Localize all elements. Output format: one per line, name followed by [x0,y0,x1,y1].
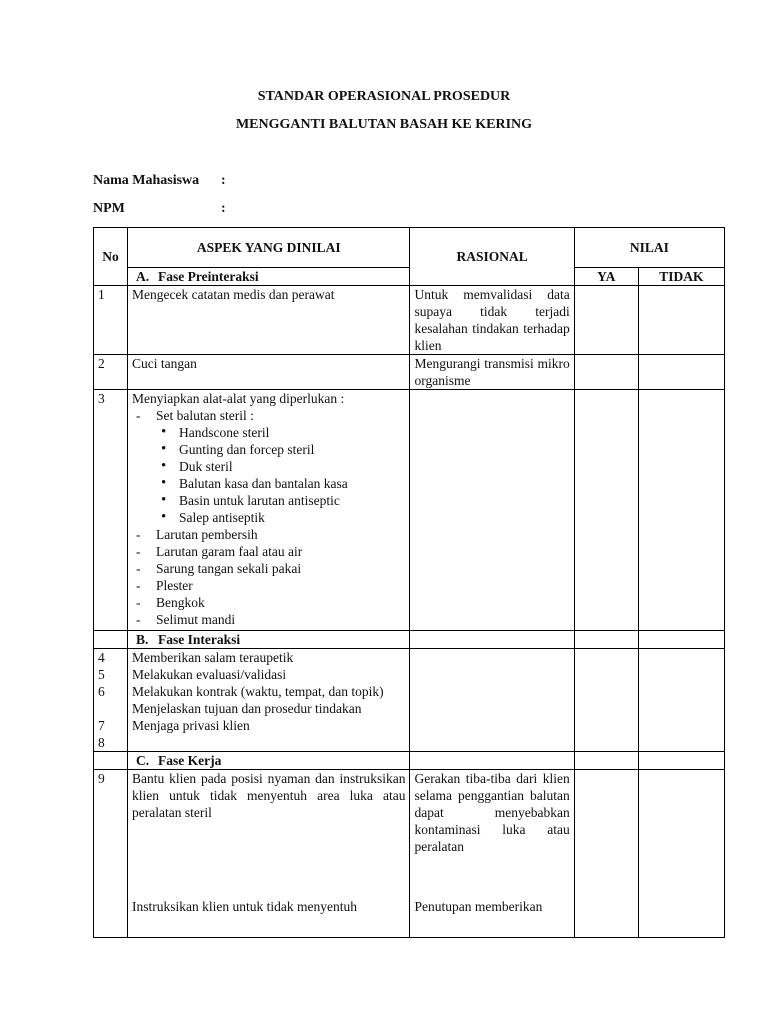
list-item: Melakukan evaluasi/validasi [132,667,287,682]
phase-c-letter: C. [136,753,150,768]
phase-b-letter: B. [136,632,149,647]
npm-field [93,201,226,217]
set-balutan-list [156,424,405,526]
row3-ya-cell[interactable] [574,390,638,631]
row-number: 8 [98,735,105,750]
list-item: - Larutan garam faal atau air [132,543,405,560]
row3-intro: Menyiapkan alat-alat yang diperlukan : [132,391,345,406]
set-balutan-label: Set balutan steril : [156,408,254,423]
phase-a-name: Fase Preinteraksi [158,269,259,284]
list-item: • Handscone steril [156,424,405,441]
row3-no: 3 [94,390,128,631]
equipment-list [132,407,405,628]
row9-rasional-2: Penutupan memberikan [414,899,543,914]
table-row [94,649,725,752]
list-item: • Basin untuk larutan antiseptic [156,492,405,509]
phase-b-name: Fase Interaksi [158,632,241,647]
list-item: • Salep antiseptik [156,509,405,526]
header-nilai: NILAI [574,228,724,268]
row-number: 4 [98,650,105,665]
table-row [94,286,725,355]
row-number: 7 [98,718,105,733]
rows4-8-tidak-cell[interactable] [638,649,724,752]
row1-rasional: Untuk memvalidasi data supaya tidak terjadi kesalahan tindakan terhadap klien [410,286,574,355]
table-row [94,355,725,390]
header-ya: YA [574,268,638,286]
row1-no: 1 [94,286,128,355]
list-item: • Balutan kasa dan bantalan kasa [156,475,405,492]
phase-a-row [128,268,410,286]
list-item: - Sarung tangan sekali pakai [132,560,405,577]
row1-ya-cell[interactable] [574,286,638,355]
row9-rasional [410,770,574,938]
row9-no: 9 [94,770,128,938]
list-item: • Duk steril [156,458,405,475]
header-aspek: ASPEK YANG DINILAI [128,228,410,268]
row9-aspek-1: Bantu klien pada posisi nyaman dan instruksikan klien untuk tidak menyentuh area luka atau peralatan steril [132,771,406,820]
npm-label: NPM [93,201,125,216]
row9-ya-cell[interactable] [574,770,638,938]
row-number: 6 [98,684,105,699]
row3-rasional [410,390,574,631]
rows4-8-ya-cell[interactable] [574,649,638,752]
rows4-8-numbers [94,649,128,752]
nama-mahasiswa-colon: : [221,173,226,188]
row9-rasional-1: Gerakan tiba-tiba dari klien selama penggantian balutan dapat menyebabkan kontaminasi luka atau peralatan [414,771,570,854]
npm-colon: : [221,201,226,216]
row3-aspek [128,390,410,631]
row2-no: 2 [94,355,128,390]
list-item: Menjelaskan tujuan dan prosedur tindakan [132,701,362,716]
row9-aspek [128,770,410,938]
nama-mahasiswa-label: Nama Mahasiswa [93,173,200,188]
list-item: - Bengkok [132,594,405,611]
table-row [94,390,725,631]
list-item: • Gunting dan forcep steril [156,441,405,458]
list-item: - Larutan pembersih [132,526,405,543]
row2-aspek: Cuci tangan [128,355,410,390]
header-no: No [94,228,128,286]
header-rasional: RASIONAL [410,228,574,286]
row2-rasional: Mengurangi transmisi mikro organisme [410,355,574,390]
list-item: Menjaga privasi klien [132,718,250,733]
assessment-table [93,227,725,938]
row-number [98,700,123,717]
list-item: - Plester [132,577,405,594]
list-item: - Selimut mandi [132,611,405,628]
document-title: STANDAR OPERASIONAL PROSEDUR [257,89,511,104]
nama-mahasiswa-field [93,173,226,189]
phase-c-name: Fase Kerja [158,753,222,768]
header-tidak: TIDAK [638,268,724,286]
row-number: 5 [98,667,105,682]
phase-a-letter: A. [136,269,150,284]
row2-tidak-cell[interactable] [638,355,724,390]
row9-tidak-cell[interactable] [638,770,724,938]
row9-aspek-2: Instruksikan klien untuk tidak menyentuh [132,899,358,914]
list-item: Memberikan salam teraupetik [132,650,294,665]
document-subtitle: MENGGANTI BALUTAN BASAH KE KERING [235,117,533,132]
phase-b-row [94,631,725,649]
row1-tidak-cell[interactable] [638,286,724,355]
list-item: Melakukan kontrak (waktu, tempat, dan topik) [132,684,384,699]
table-row [94,770,725,938]
row1-aspek: Mengecek catatan medis dan perawat [128,286,410,355]
row3-tidak-cell[interactable] [638,390,724,631]
list-item [132,407,405,526]
rows4-8-aspek [128,649,410,752]
phase-c-row [94,752,725,770]
row2-ya-cell[interactable] [574,355,638,390]
